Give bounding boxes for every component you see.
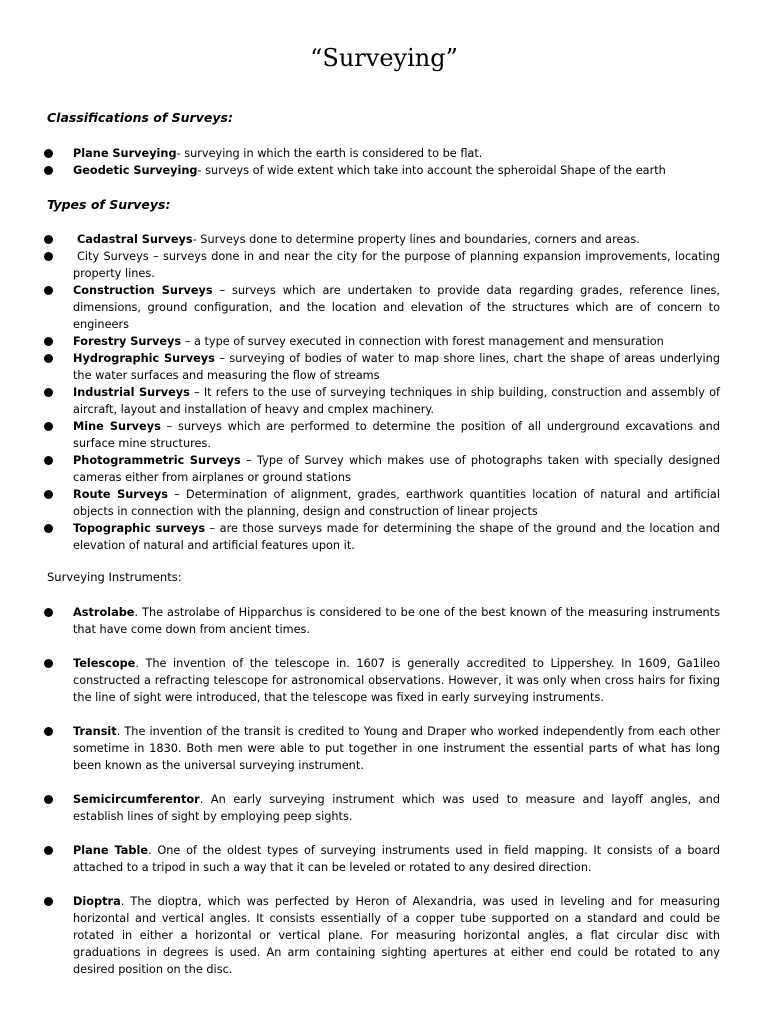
types-list [0,231,768,554]
list-item: Hydrographic Surveys – surveying of bodies of water to map shore lines, chart the shape of areas underlying the water surfaces and measuring the flow of streams [0,350,768,384]
list-item: Semicircumferentor. An early surveying instrument which was used to measure and layoff angles, and establish lines of sight by employing peep sights. [0,791,768,825]
instruments-list [0,604,768,995]
list-item: Construction Surveys – surveys which are undertaken to provide data regarding grades, reference lines, dimensions, ground configuration, and the location and elevation of the structures which are of concern to engineers [0,282,768,333]
list-item: Forestry Surveys – a type of survey executed in connection with forest management and mensuration [0,333,768,350]
list-item: Cadastral Surveys- Surveys done to determine property lines and boundaries, corners and areas. [0,231,768,248]
list-item: Industrial Surveys – It refers to the use of surveying techniques in ship building, construction and assembly of aircraft, layout and installation of heavy and cmplex machinery. [0,384,768,418]
bullet-icon [44,149,53,158]
list-item: Plane Table. One of the oldest types of surveying instruments used in field mapping. It consists of a board attached to a tripod in such a way that it can be leveled or rotated to any desired direction. [0,842,768,876]
list-item: Photogrammetric Surveys – Type of Survey which makes use of photographs taken with specially designed cameras either from airplanes or ground stations [0,452,768,486]
bullet-icon [44,897,53,906]
bullet-icon [44,422,53,431]
bullet-icon [44,337,53,346]
bullet-icon [44,456,53,465]
bullet-icon [44,659,53,668]
bullet-icon [44,252,53,261]
list-item: Transit. The invention of the transit is credited to Young and Draper who worked independently from each other sometime in 1830. Both men were able to put together in one instrument the essential parts of what has long been known as the universal surveying instrument. [0,723,768,774]
types-heading: Types of Surveys: [47,197,171,212]
list-item: Telescope. The invention of the telescope in. 1607 is generally accredited to Lippershey. In 1609, Ga1ileo constructed a refracting telescope for astronomical observations. However, it was only when cross hairs for fixing the line of sight were introduced, that the telescope was fixed in early surveying instruments. [0,655,768,706]
instruments-heading: Surveying Instruments: [47,570,182,584]
bullet-icon [44,524,53,533]
classifications-list [0,145,768,179]
list-item: Plane Surveying- surveying in which the earth is considered to be flat. [0,145,768,162]
bullet-icon [44,286,53,295]
bullet-icon [44,846,53,855]
bullet-icon [44,490,53,499]
list-item: Dioptra. The dioptra, which was perfected by Heron of Alexandria, was used in leveling and for measuring horizontal and vertical angles. It consists essentially of a copper tube supported on a standard and could be rotated in either a horizontal or vertical plane. For measuring horizontal angles, a flat circular disc with graduations in degrees is used. An arm containing sighting apertures at either end could be rotated to any desired position on the disc. [0,893,768,978]
bullet-icon [44,388,53,397]
bullet-icon [44,354,53,363]
list-item: Astrolabe. The astrolabe of Hipparchus is considered to be one of the best known of the measuring instruments that have come down from ancient times. [0,604,768,638]
classifications-heading: Classifications of Surveys: [47,110,233,125]
bullet-icon [44,235,53,244]
list-item: Topographic surveys – are those surveys made for determining the shape of the ground and the location and elevation of natural and artificial features upon it. [0,520,768,554]
list-item: Geodetic Surveying- surveys of wide extent which take into account the spheroidal Shape of the earth [0,162,768,179]
list-item: Route Surveys – Determination of alignment, grades, earthwork quantities location of natural and artificial objects in connection with the planning, design and construction of linear projects [0,486,768,520]
bullet-icon [44,795,53,804]
page-title: “Surveying” [310,44,458,72]
list-item: Mine Surveys – surveys which are performed to determine the position of all underground excavations and surface mine structures. [0,418,768,452]
list-item: City Surveys – surveys done in and near the city for the purpose of planning expansion improvements, locating property lines. [0,248,768,282]
bullet-icon [44,727,53,736]
bullet-icon [44,608,53,617]
bullet-icon [44,166,53,175]
